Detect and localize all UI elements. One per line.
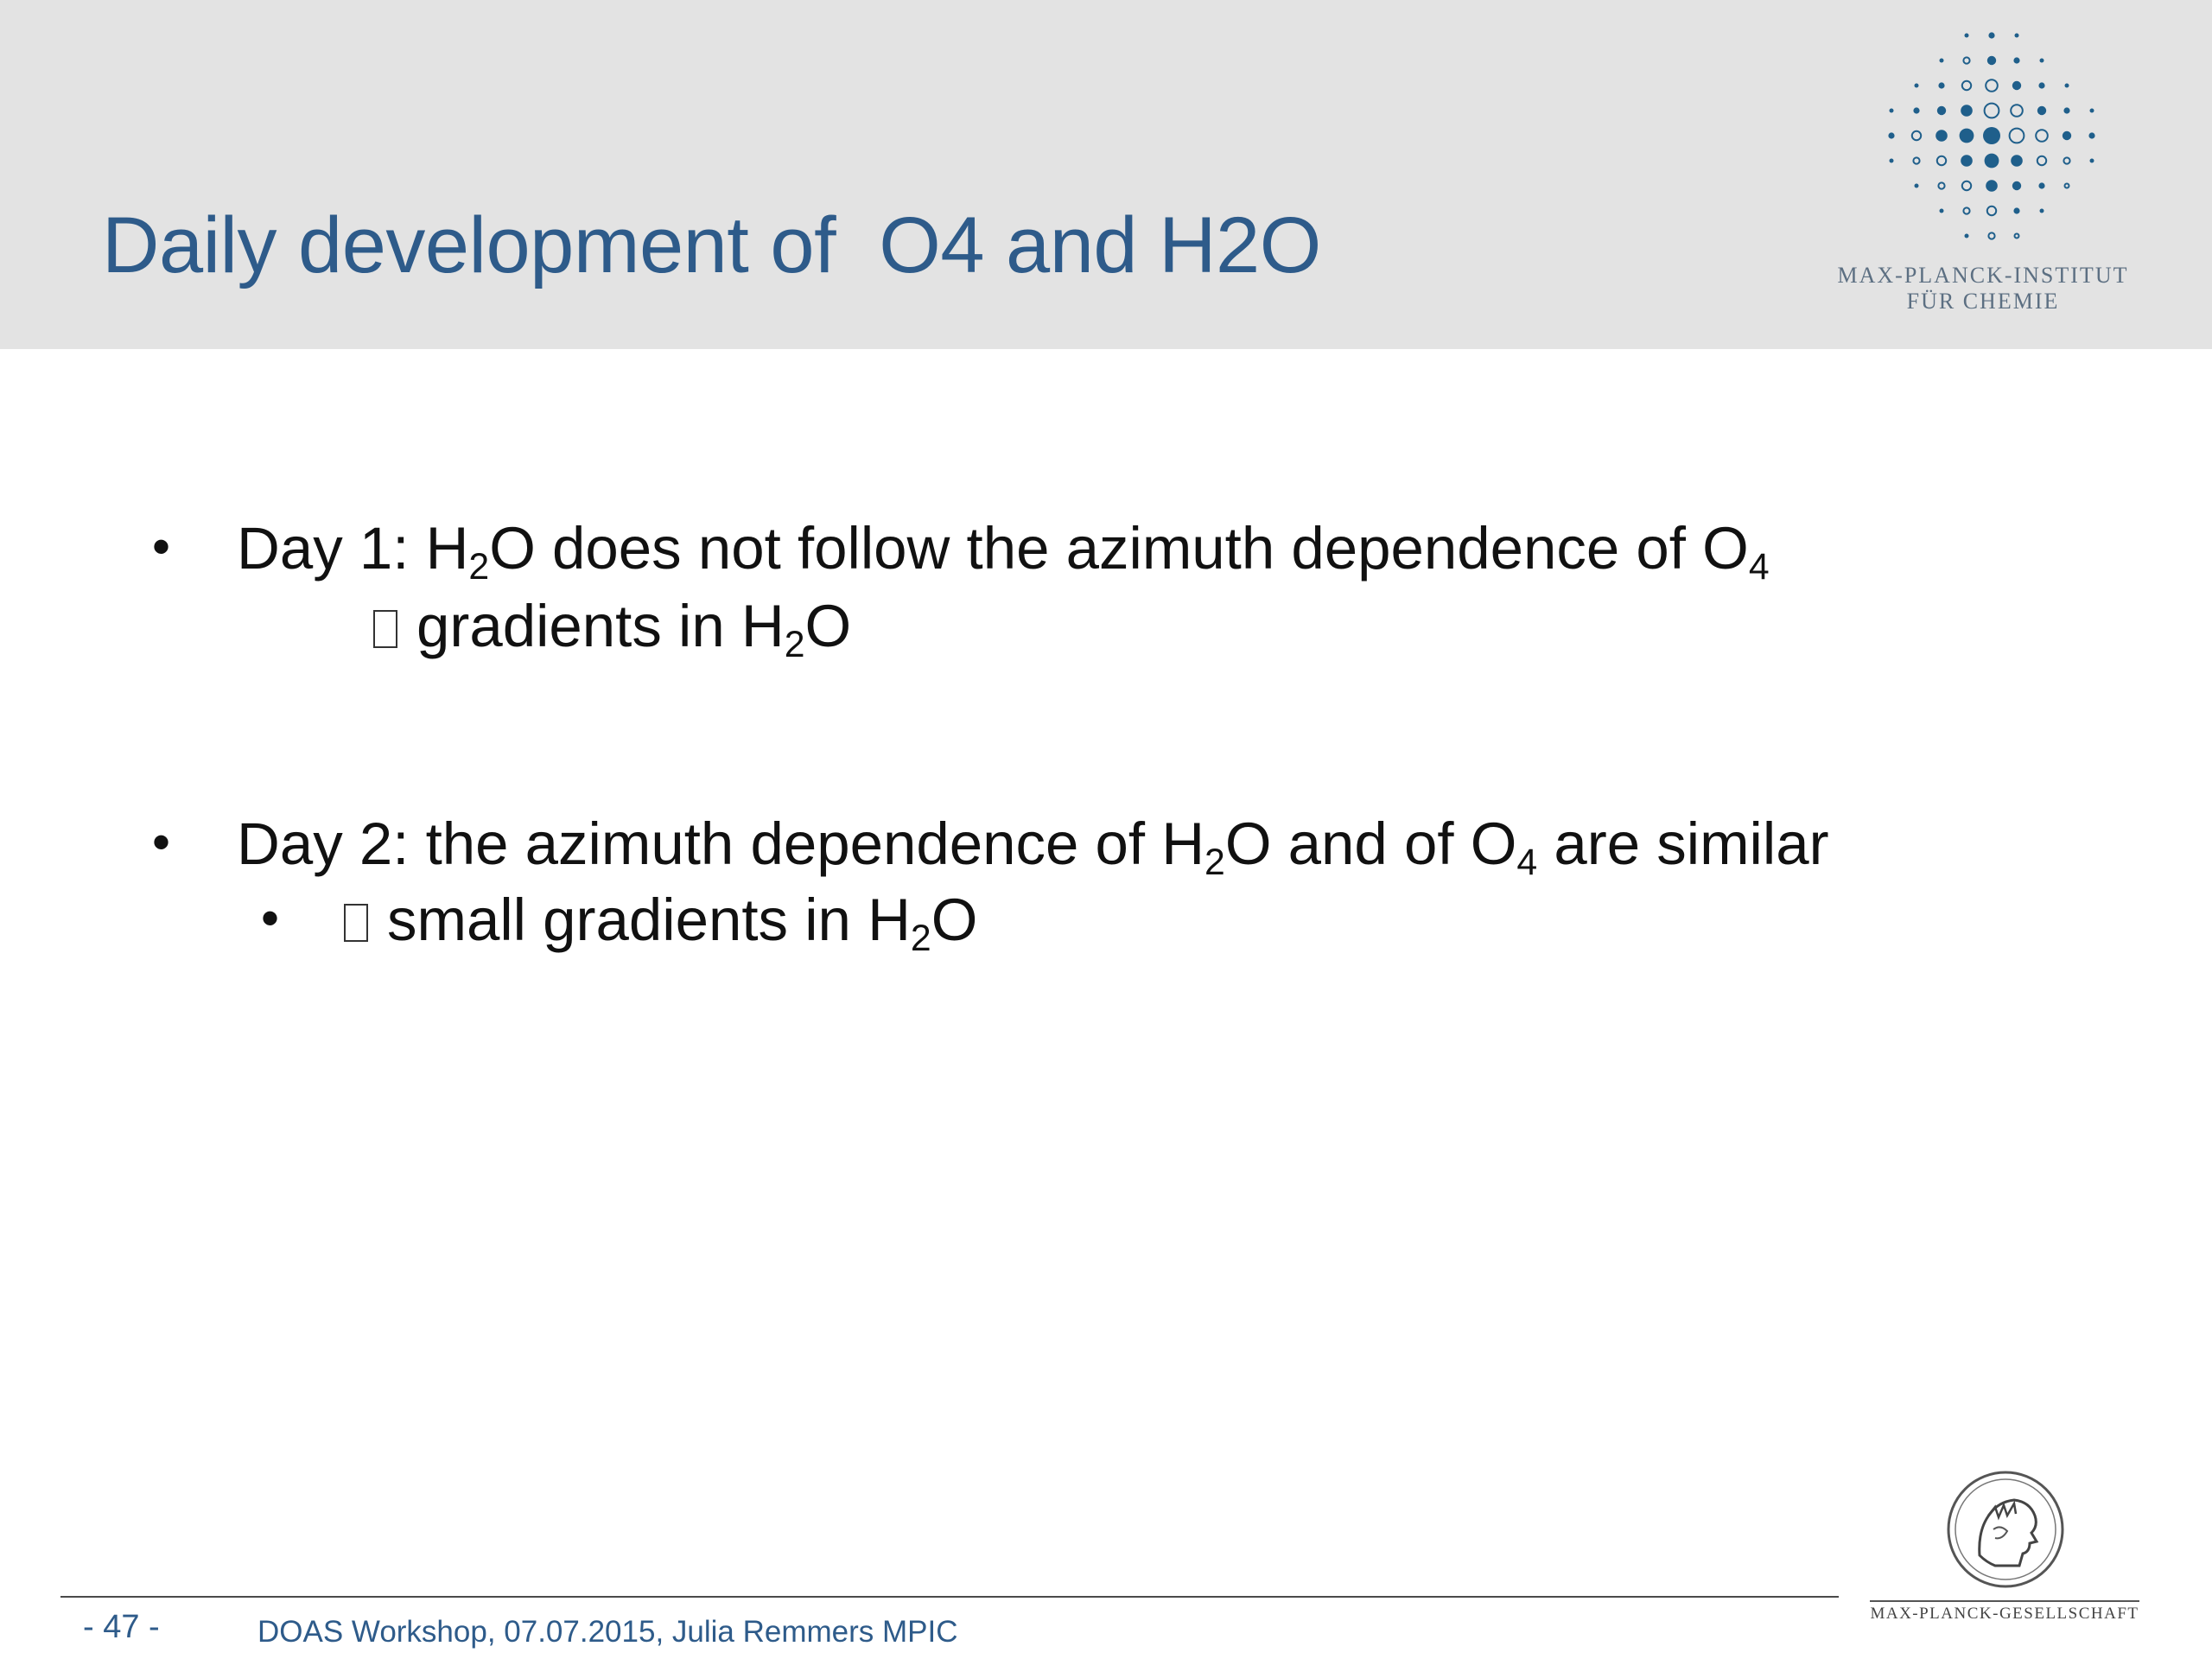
mpg-name: MAX-PLANCK-GESELLSCHAFT — [1870, 1605, 2139, 1623]
bullet-text-day2: Day 2: the azimuth dependence of $H_2O$ and of $O_4$ are similar — [237, 810, 1829, 883]
sub-bullet-marker: • — [261, 889, 280, 947]
logo-text-line1: MAX-PLANCK-INSTITUT — [1837, 263, 2129, 288]
bullet-marker: • — [152, 518, 171, 575]
max-planck-society-logo — [1866, 1469, 2143, 1624]
bullet-marker: • — [152, 813, 171, 871]
slide-title: Daily development of O4 and H2O — [102, 201, 1321, 289]
page-number: - 47 - — [83, 1609, 160, 1645]
bullet-text-day1: Day 1: $H_2O$ does not follow the azimuth dependence of $O_4$ — [237, 515, 1770, 588]
logo-text-line2: FÜR CHEMIE — [1906, 289, 2060, 314]
minerva-seal-icon — [1945, 1469, 2066, 1590]
footer-text: DOAS Workshop, 07.07.2015, Julia Remmers MPIC — [257, 1615, 958, 1649]
logo-rule — [1870, 1600, 2139, 1602]
implies-arrow-icon — [344, 904, 368, 942]
implies-arrow-icon — [373, 610, 397, 648]
sub-text-day1: gradients in $H_2O$ — [373, 596, 851, 656]
footer-divider — [60, 1596, 1839, 1598]
sub-text-day2: small gradients in $H_2O$ — [344, 890, 977, 950]
